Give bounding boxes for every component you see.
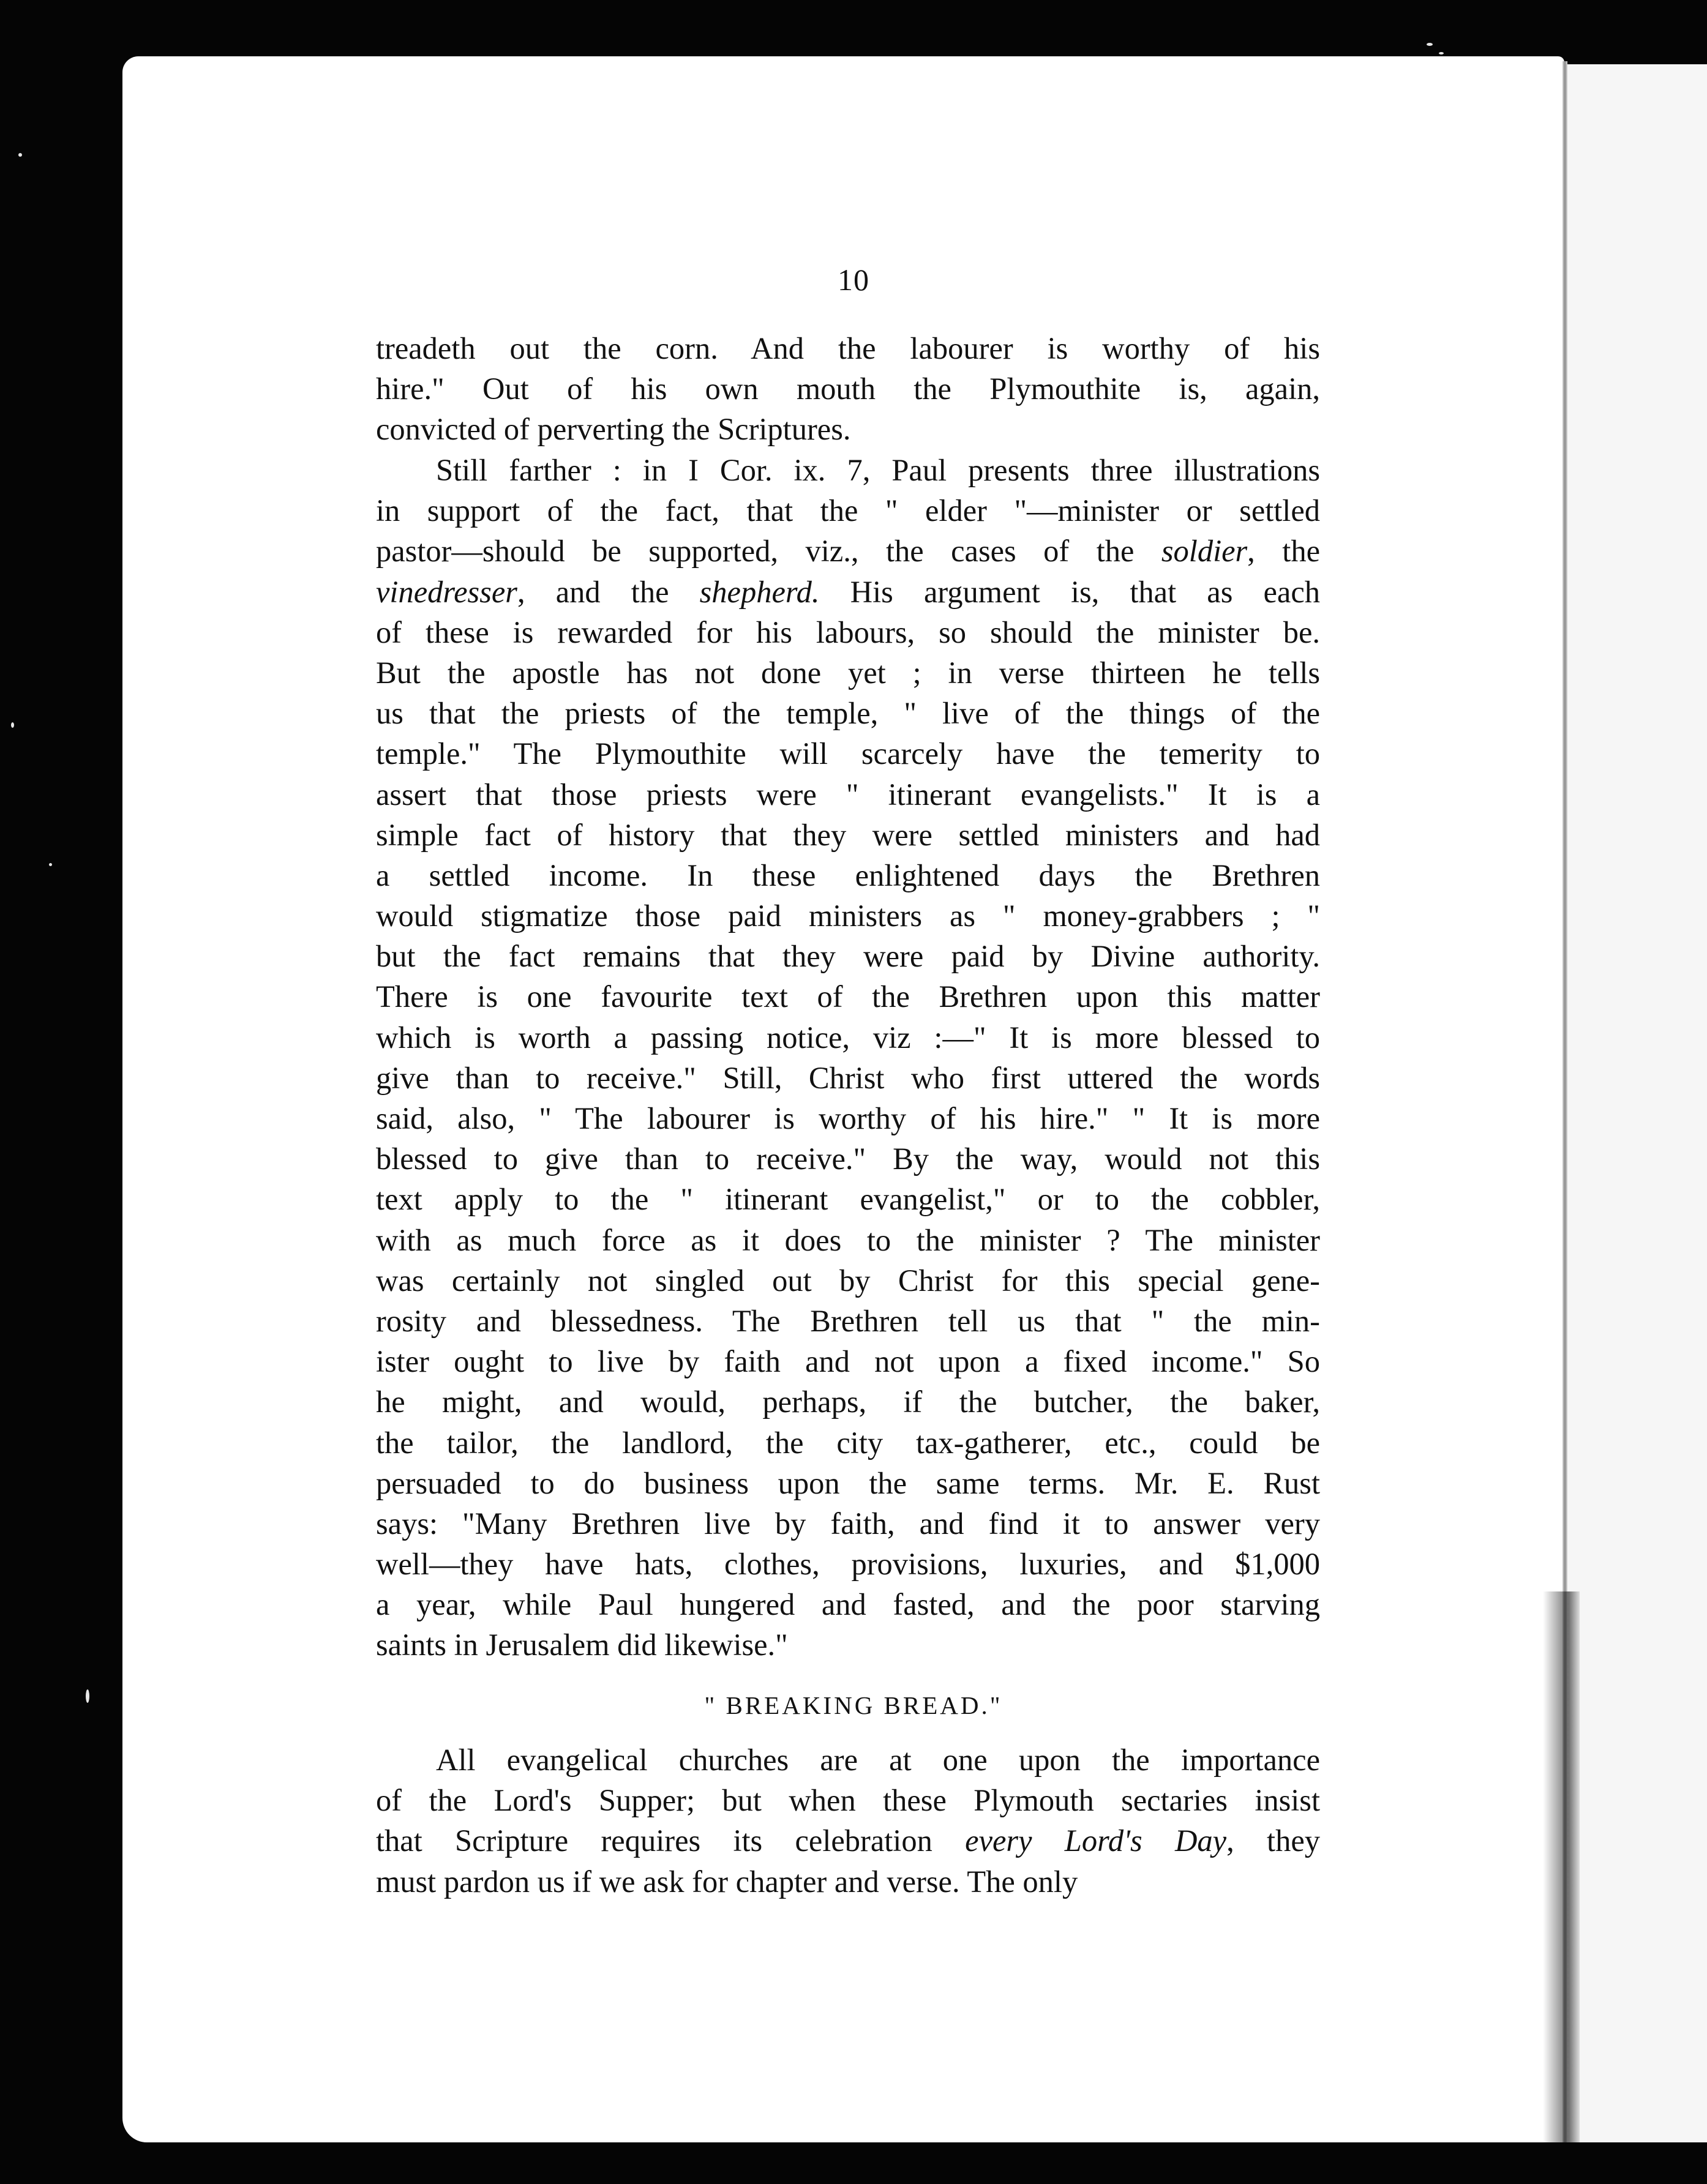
scan-noise-speck — [49, 863, 52, 866]
text-line: says: "Many Brethren live by faith, and find it to answer very — [376, 1506, 1320, 1541]
text-line: a year, while Paul hungered and fasted, and the poor starving — [376, 1587, 1320, 1622]
text-line: the tailor, the landlord, the city tax-gatherer, etc., could be — [376, 1425, 1320, 1460]
text-line: of the Lord's Supper; but when these Plymouth sectaries insist — [376, 1783, 1320, 1818]
text-line: well—they have hats, clothes, provisions, luxuries, and $1,000 — [376, 1547, 1320, 1582]
paragraph-1 — [376, 328, 1320, 450]
text-line: with as much force as it does to the minister ? The minister — [376, 1222, 1320, 1257]
scan-noise-speck — [11, 722, 14, 728]
text-line: a settled income. In these enlightened days the Brethren — [376, 858, 1320, 892]
page-shadow — [1543, 1591, 1580, 2142]
text-line: said, also, " The labourer is worthy of his hire." " It is more — [376, 1101, 1320, 1135]
text-line: us that the priests of the temple, " live of the things of the — [376, 696, 1320, 731]
text-line: blessed to give than to receive." By the way, would not this — [376, 1142, 1320, 1176]
text-line: in support of the fact, that the " elder "—minister or settled — [376, 493, 1320, 528]
text-line: but the fact remains that they were paid by Divine authority. — [376, 939, 1320, 974]
text-line: hire." Out of his own mouth the Plymouthite is, again, — [376, 372, 1320, 406]
text-line: give than to receive." Still, Christ who first uttered the words — [376, 1060, 1320, 1095]
text-line: pastor—should be supported, viz., the cases of the soldier, the — [376, 534, 1320, 569]
text-line: text apply to the " itinerant evangelist," or to the cobbler, — [376, 1182, 1320, 1217]
text-line: ister ought to live by faith and not upon a fixed income." So — [376, 1344, 1320, 1379]
text-line: treadeth out the corn. And the labourer is worthy of his — [376, 331, 1320, 365]
scan-noise-speck — [1427, 43, 1433, 46]
text-line: simple fact of history that they were settled ministers and had — [376, 817, 1320, 852]
text-line: temple." The Plymouthite will scarcely have the temerity to — [376, 736, 1320, 771]
section-heading: " BREAKING BREAD." — [704, 1691, 1003, 1719]
text-line: persuaded to do business upon the same terms. Mr. E. Rust — [376, 1465, 1320, 1500]
text-line: of these is rewarded for his labours, so should the minister be. — [376, 615, 1320, 649]
adjacent-page-edge — [1564, 64, 1707, 2142]
scan-noise-speck — [1439, 52, 1444, 54]
paragraph-2 — [376, 450, 1320, 1666]
text-line: must pardon us if we ask for chapter and verse. The only — [376, 1864, 1078, 1899]
text-line: that Scripture requires its celebration every Lord's Day, they — [376, 1823, 1320, 1858]
page-number: 10 — [838, 263, 869, 297]
text-line: Still farther : in I Cor. ix. 7, Paul presents three illustrations — [436, 453, 1320, 487]
scan-noise-speck — [18, 153, 22, 157]
text-line: convicted of perverting the Scriptures. — [376, 412, 851, 447]
text-line: was certainly not singled out by Christ for this special gene- — [376, 1263, 1320, 1298]
text-line: vinedresser, and the shepherd. His argument is, that as each — [376, 574, 1320, 609]
text-line: But the apostle has not done yet ; in verse thirteen he tells — [376, 655, 1320, 690]
text-line: would stigmatize those paid ministers as " money-grabbers ; " — [376, 899, 1320, 933]
text-line: All evangelical churches are at one upon the importance — [436, 1743, 1320, 1777]
text-line: assert that those priests were " itinerant evangelists." It is a — [376, 777, 1320, 812]
text-line: which is worth a passing notice, viz :—" It is more blessed to — [376, 1020, 1320, 1055]
text-line: saints in Jerusalem did likewise." — [376, 1628, 788, 1662]
text-line: rosity and blessedness. The Brethren tell us that " the min- — [376, 1303, 1320, 1338]
text-line: There is one favourite text of the Brethren upon this matter — [376, 979, 1320, 1014]
text-line: he might, and would, perhaps, if the butcher, the baker, — [376, 1385, 1320, 1419]
paragraph-3 — [376, 1740, 1320, 1902]
